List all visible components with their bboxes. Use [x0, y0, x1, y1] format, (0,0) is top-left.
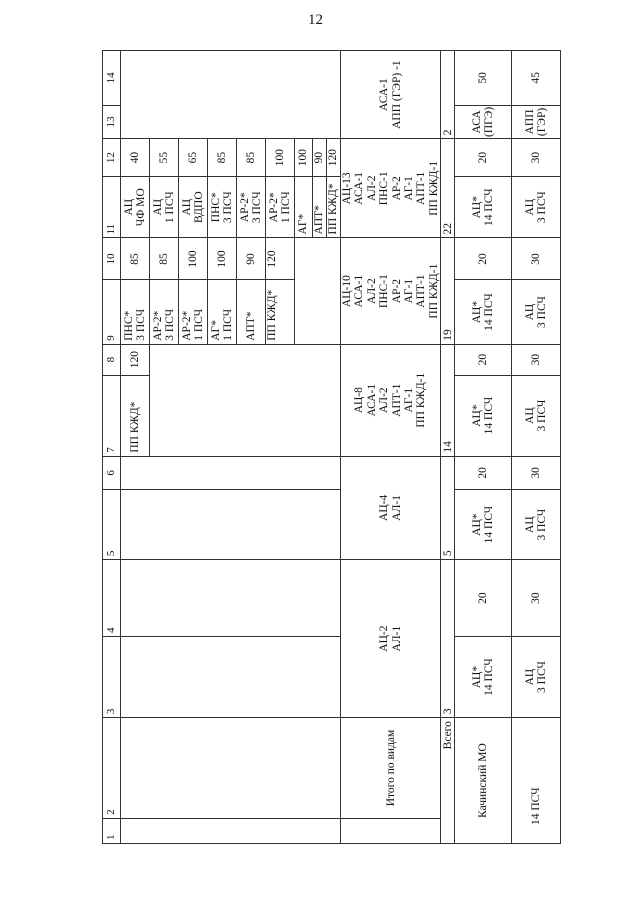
totals-cell: АСА-1 АПП (ГЭР) -1: [341, 51, 441, 139]
time-cell: 90: [237, 238, 266, 280]
totals-cell: АЦ-4 АЛ-1: [341, 456, 441, 559]
time-cell: 40: [121, 139, 150, 177]
vehicle-cell: ПНС* 3 ПСЧ: [121, 280, 150, 344]
col-header: 11: [103, 176, 121, 238]
empty-cell: [150, 375, 341, 456]
col-header: 14: [103, 51, 121, 106]
vehicle-cell: АГ* 1 ПСЧ: [208, 280, 237, 344]
totals-cell: АЦ-10 АСА-1 АЛ-2 ПНС-1 АР-2 АГ-1 АПТ-1 ПП КЖД-1: [341, 238, 441, 344]
empty-cell: [121, 490, 341, 560]
vehicle-cell: АЦ* 14 ПСЧ: [455, 280, 512, 344]
empty-cell: [121, 637, 341, 718]
vehicle-cell: АПТ*: [237, 280, 266, 344]
empty-cell: [121, 51, 341, 106]
time-cell: 30: [512, 344, 561, 375]
vehicle-cell: АЦ 1 ПСЧ: [150, 176, 179, 238]
empty-cell: [295, 280, 341, 344]
col-header: 2: [103, 718, 121, 819]
col-header: 5: [103, 490, 121, 560]
time-cell: 30: [512, 238, 561, 280]
totals-row: [341, 51, 441, 844]
vsego-label: Всего: [441, 718, 455, 844]
col-header: 1: [103, 818, 121, 843]
vehicle-cell: АЦ ВДПО: [179, 176, 208, 238]
time-cell: 100: [179, 238, 208, 280]
col-header: 8: [103, 344, 121, 375]
totals-cell: АЦ-13 АСА-1 АЛ-2 ПНС-1 АР-2 АГ-1 АПТ-1 ПП КЖД-1: [341, 139, 441, 238]
time-cell: 20: [455, 456, 512, 490]
vehicle-cell: АПП (ГЭР): [512, 105, 561, 139]
vsego-cell: 5: [441, 456, 455, 559]
vsego-row: [441, 51, 455, 844]
col-header: 4: [103, 560, 121, 637]
col-header: 7: [103, 375, 121, 456]
time-cell: 85: [121, 238, 150, 280]
vehicle-cell: АЦ ЧФ МО: [121, 176, 150, 238]
vsego-cell: 3: [441, 560, 455, 718]
time-cell: 100: [208, 238, 237, 280]
vehicle-cell: ПП КЖД*: [121, 375, 150, 456]
time-cell: 85: [150, 238, 179, 280]
vsego-cell: 22: [441, 139, 455, 238]
vehicle-cell: АЦ* 14 ПСЧ: [455, 375, 512, 456]
time-cell: 100: [295, 139, 313, 177]
vehicle-cell: АПТ*: [313, 176, 327, 238]
municipality-label: Качинский МО: [455, 718, 512, 843]
time-cell: 20: [455, 238, 512, 280]
vehicle-cell: АЦ* 14 ПСЧ: [455, 490, 512, 560]
vehicle-cell: ПП КЖД*: [327, 176, 341, 238]
time-cell: 20: [455, 344, 512, 375]
vehicle-cell: АЦ* 14 ПСЧ: [455, 637, 512, 718]
empty-cell: [121, 818, 341, 843]
vehicle-cell: АР-2* 3 ПСЧ: [150, 280, 179, 344]
vehicle-cell: ПНС* 3 ПСЧ: [208, 176, 237, 238]
time-cell: 65: [179, 139, 208, 177]
time-cell: 85: [208, 139, 237, 177]
empty-cell: [150, 344, 341, 375]
section-row-a: [455, 51, 512, 844]
vehicle-table: [102, 50, 561, 844]
col-header: 12: [103, 139, 121, 177]
empty-cell: [341, 818, 441, 843]
empty-cell: [295, 238, 341, 280]
vehicle-cell: АСА (ПГЭ): [455, 105, 512, 139]
time-cell: 50: [455, 51, 512, 106]
vsego-cell: 19: [441, 238, 455, 344]
time-cell: 20: [455, 560, 512, 637]
time-cell: 30: [512, 456, 561, 490]
col-header: 6: [103, 456, 121, 490]
time-cell: 120: [327, 139, 341, 177]
rotated-table-wrapper: [102, 50, 549, 844]
totals-cell: АЦ-8 АСА-1 АЛ-2 АПТ-1 АГ-1 ПП КЖД-1: [341, 344, 441, 456]
col-header: 13: [103, 105, 121, 139]
vehicle-cell: АЦ 3 ПСЧ: [512, 280, 561, 344]
col-header: 3: [103, 637, 121, 718]
vehicle-cell: АР-2* 1 ПСЧ: [179, 280, 208, 344]
empty-cell: [121, 560, 341, 637]
time-cell: 120: [266, 238, 295, 280]
empty-cell: [121, 105, 341, 139]
time-cell: 120: [121, 344, 150, 375]
vsego-cell: 2: [441, 51, 455, 139]
totals-label: Итого по видам: [341, 718, 441, 819]
empty-cell: [121, 456, 341, 490]
time-cell: 85: [237, 139, 266, 177]
col-header: 10: [103, 238, 121, 280]
vehicle-cell: АЦ 3 ПСЧ: [512, 637, 561, 718]
vehicle-cell: АЦ 3 ПСЧ: [512, 490, 561, 560]
empty-cell: [121, 718, 341, 819]
vehicle-cell: АР-2* 1 ПСЧ: [266, 176, 295, 238]
station-label: 14 ПСЧ: [530, 787, 543, 825]
vehicle-cell: АЦ 3 ПСЧ: [512, 375, 561, 456]
time-cell: 90: [313, 139, 327, 177]
vehicle-cell: АР-2* 3 ПСЧ: [237, 176, 266, 238]
vehicle-cell: ПП КЖД*: [266, 280, 295, 344]
time-cell: 100: [266, 139, 295, 177]
page-number: 12: [308, 12, 323, 28]
time-cell: 30: [512, 560, 561, 637]
vehicle-cell: АЦ 3 ПСЧ: [512, 176, 561, 238]
col-header: 9: [103, 280, 121, 344]
time-cell: 30: [512, 139, 561, 177]
vehicle-cell: АЦ* 14 ПСЧ: [455, 176, 512, 238]
time-cell: 45: [512, 51, 561, 106]
header-row: [103, 51, 121, 844]
vsego-cell: 14: [441, 344, 455, 456]
section-label-cell: [455, 718, 561, 844]
totals-cell: АЦ-2 АЛ-1: [341, 560, 441, 718]
time-cell: 20: [455, 139, 512, 177]
vehicle-cell: АГ*: [295, 176, 313, 238]
time-cell: 55: [150, 139, 179, 177]
